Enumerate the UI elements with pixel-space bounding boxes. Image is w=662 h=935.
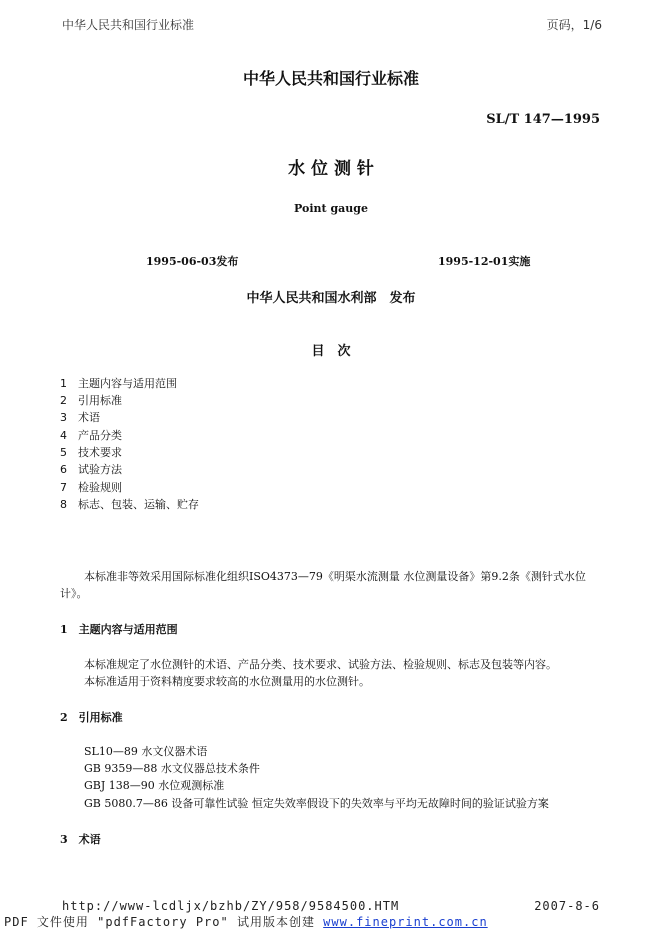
header-title: 中华人民共和国行业标准	[62, 18, 195, 32]
pdf-creator-note	[4, 913, 488, 930]
toc-item[interactable]: 4 产品分类	[60, 429, 122, 442]
standard-heading: 中华人民共和国行业标准	[242, 69, 419, 88]
section-2-heading: 2 引用标准	[60, 711, 123, 724]
section-1-paragraph-2: 本标准适用于资料精度要求较高的水位测量用的水位测针。	[84, 675, 370, 688]
toc-item[interactable]: 5 技术要求	[60, 446, 122, 459]
toc-item[interactable]: 1 主题内容与适用范围	[60, 377, 177, 390]
page-number: 页码，1/6	[546, 18, 602, 32]
effective-date: 1995-12-01实施	[438, 255, 531, 268]
reference-item: GBJ 138—90 水位观测标准	[84, 779, 225, 792]
pdf-link[interactable]: www.fineprint.com.cn	[323, 915, 488, 929]
reference-item: GB 9359—88 水文仪器总技术条件	[84, 762, 260, 775]
document-title: 水 位 测 针	[288, 159, 374, 179]
toc-item[interactable]: 8 标志、包装、运输、贮存	[60, 498, 199, 511]
toc-item[interactable]: 3 术语	[60, 411, 100, 424]
document-title-english: Point gauge	[294, 202, 368, 215]
intro-line-2: 计》。	[60, 587, 88, 600]
footer-date: 2007-8-6	[534, 899, 600, 913]
section-1-heading: 1 主题内容与适用范围	[60, 623, 178, 636]
reference-item: SL10—89 水文仪器术语	[84, 745, 208, 758]
toc-item[interactable]: 2 引用标准	[60, 394, 122, 407]
reference-item: GB 5080.7—86 设备可靠性试验 恒定失效率假设下的失效率与平均无故障时间的验证试验方案	[84, 797, 549, 810]
issuer: 中华人民共和国水利部 发布	[246, 291, 416, 306]
intro-line-1: 本标准非等效采用国际标准化组织ISO4373—79《明渠水流测量 水位测量设备》第9.2条《测针式水位	[84, 570, 586, 583]
toc-item[interactable]: 7 检验规则	[60, 481, 122, 494]
pdf-note-text: PDF 文件使用 "pdfFactory Pro" 试用版本创建	[4, 915, 324, 929]
section-1-paragraph-1: 本标准规定了水位测针的术语、产品分类、技术要求、试验方法、检验规则、标志及包装等内容。	[84, 658, 557, 671]
section-3-heading: 3 术语	[60, 833, 101, 846]
toc-item[interactable]: 6 试验方法	[60, 463, 122, 476]
issue-date: 1995-06-03发布	[146, 255, 239, 268]
standard-code: SL/T 147—1995	[486, 112, 600, 127]
footer-url[interactable]: http://www-lcdljx/bzhb/ZY/958/9584500.HTM	[62, 899, 400, 913]
toc-title: 目 次	[311, 344, 351, 359]
